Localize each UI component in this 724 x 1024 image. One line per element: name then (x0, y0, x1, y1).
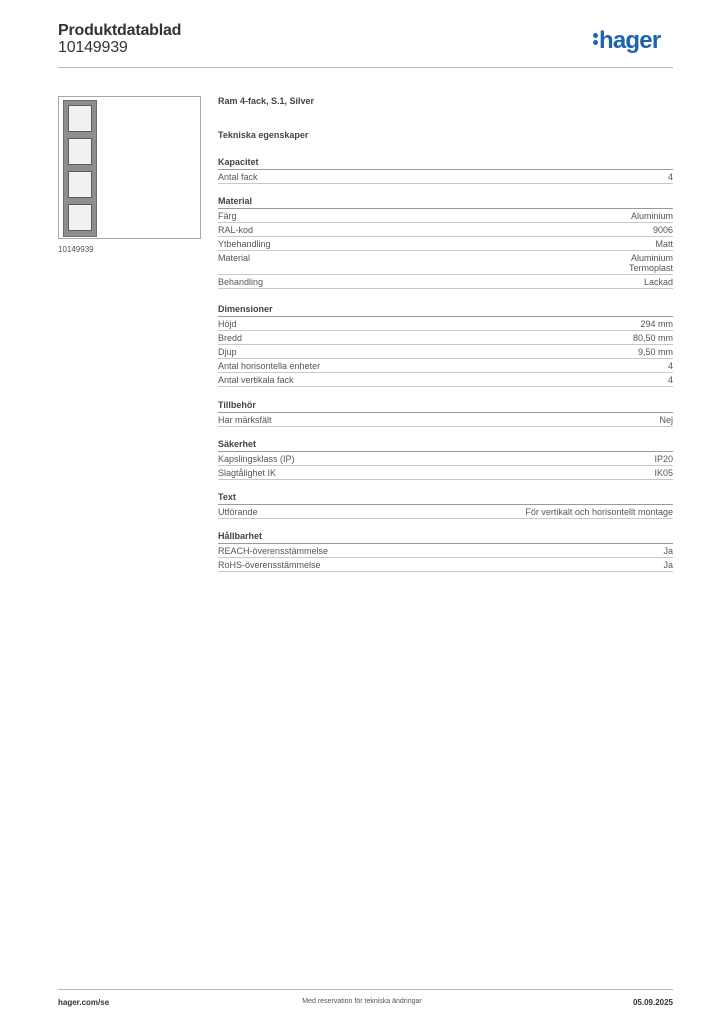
row-label: REACH-överensstämmelse (218, 546, 329, 556)
row-label: Höjd (218, 319, 237, 329)
row-label: Utförande (218, 507, 258, 517)
group-kapacitet (218, 156, 673, 184)
row-label: Ytbehandling (218, 239, 271, 249)
table-row (218, 345, 673, 359)
table-row (218, 452, 673, 466)
row-value: Ja (663, 560, 673, 570)
row-value: Nej (659, 415, 673, 425)
row-label: Antal horisontella enheter (218, 361, 321, 371)
row-label: Antal vertikala fack (218, 375, 294, 385)
row-value: 4 (667, 361, 673, 371)
header-divider (58, 67, 673, 68)
document-title: Produktdatablad (58, 22, 182, 39)
frame-cell (68, 171, 92, 198)
row-value-line: Aluminium (630, 253, 673, 263)
row-value: 9006 (652, 225, 673, 235)
group-hallbarhet (218, 530, 673, 572)
row-label: Material (218, 253, 251, 263)
row-value: 9,50 mm (637, 347, 673, 357)
group-text (218, 491, 673, 519)
row-label: Färg (218, 211, 237, 221)
section-heading: Tekniska egenskaper (218, 130, 309, 140)
footer-disclaimer: Med reservation för tekniska ändringar (302, 998, 422, 1005)
group-material (218, 195, 673, 289)
table-row (218, 223, 673, 237)
table-row (218, 317, 673, 331)
row-value: 4 (667, 172, 673, 182)
table-row (218, 170, 673, 184)
row-value (629, 253, 673, 273)
row-label: Antal fack (218, 172, 258, 182)
table-row (218, 373, 673, 387)
row-value: Lackad (643, 277, 673, 287)
table-row (218, 413, 673, 427)
row-value-line: Termoplast (628, 263, 673, 273)
row-value: För vertikalt och horisontellt montage (525, 507, 673, 517)
group-title: Hållbarhet (218, 530, 673, 544)
table-row (218, 544, 673, 558)
product-name: Ram 4-fack, S.1, Silver (218, 96, 315, 106)
logo-text: hager (599, 27, 661, 54)
row-label: Behandling (218, 277, 264, 287)
table-row (218, 251, 673, 275)
group-sakerhet (218, 438, 673, 480)
row-value: 4 (667, 375, 673, 385)
group-title: Text (218, 491, 673, 505)
footer-date: 05.09.2025 (632, 998, 673, 1007)
frame-cell (68, 105, 92, 132)
row-label: Kapslingsklass (IP) (218, 454, 295, 464)
logo-dots-icon (593, 31, 598, 47)
group-title: Material (218, 195, 673, 209)
row-label: RoHS-överensstämmelse (218, 560, 321, 570)
footer-divider (58, 989, 673, 990)
frame-cell (68, 204, 92, 231)
row-label: Har märksfält (218, 415, 272, 425)
row-label: Slagtålighet IK (218, 468, 277, 478)
group-tillbehor (218, 399, 673, 427)
table-row (218, 209, 673, 223)
row-value: Ja (663, 546, 673, 556)
row-value: 294 mm (640, 319, 673, 329)
group-title: Kapacitet (218, 156, 673, 170)
row-label: Bredd (218, 333, 243, 343)
table-row (218, 331, 673, 345)
group-title: Tillbehör (218, 399, 673, 413)
row-value: 80,50 mm (632, 333, 673, 343)
group-title: Säkerhet (218, 438, 673, 452)
row-label: RAL-kod (218, 225, 254, 235)
row-value: Aluminium (630, 211, 673, 221)
frame-4-gang-icon (63, 100, 97, 237)
row-value: IP20 (654, 454, 673, 464)
table-row (218, 505, 673, 519)
footer-website-link[interactable]: hager.com/se (58, 998, 110, 1007)
table-row (218, 359, 673, 373)
table-row (218, 237, 673, 251)
table-row (218, 275, 673, 289)
hager-logo (593, 28, 660, 54)
group-dimensioner (218, 303, 673, 387)
table-row (218, 558, 673, 572)
row-value: Matt (655, 239, 673, 249)
group-title: Dimensioner (218, 303, 673, 317)
row-value: IK05 (654, 468, 673, 478)
row-label: Djup (218, 347, 237, 357)
frame-cell (68, 138, 92, 165)
image-caption: 10149939 (58, 245, 94, 254)
product-image (58, 96, 201, 239)
table-row (218, 466, 673, 480)
product-number: 10149939 (58, 39, 128, 56)
